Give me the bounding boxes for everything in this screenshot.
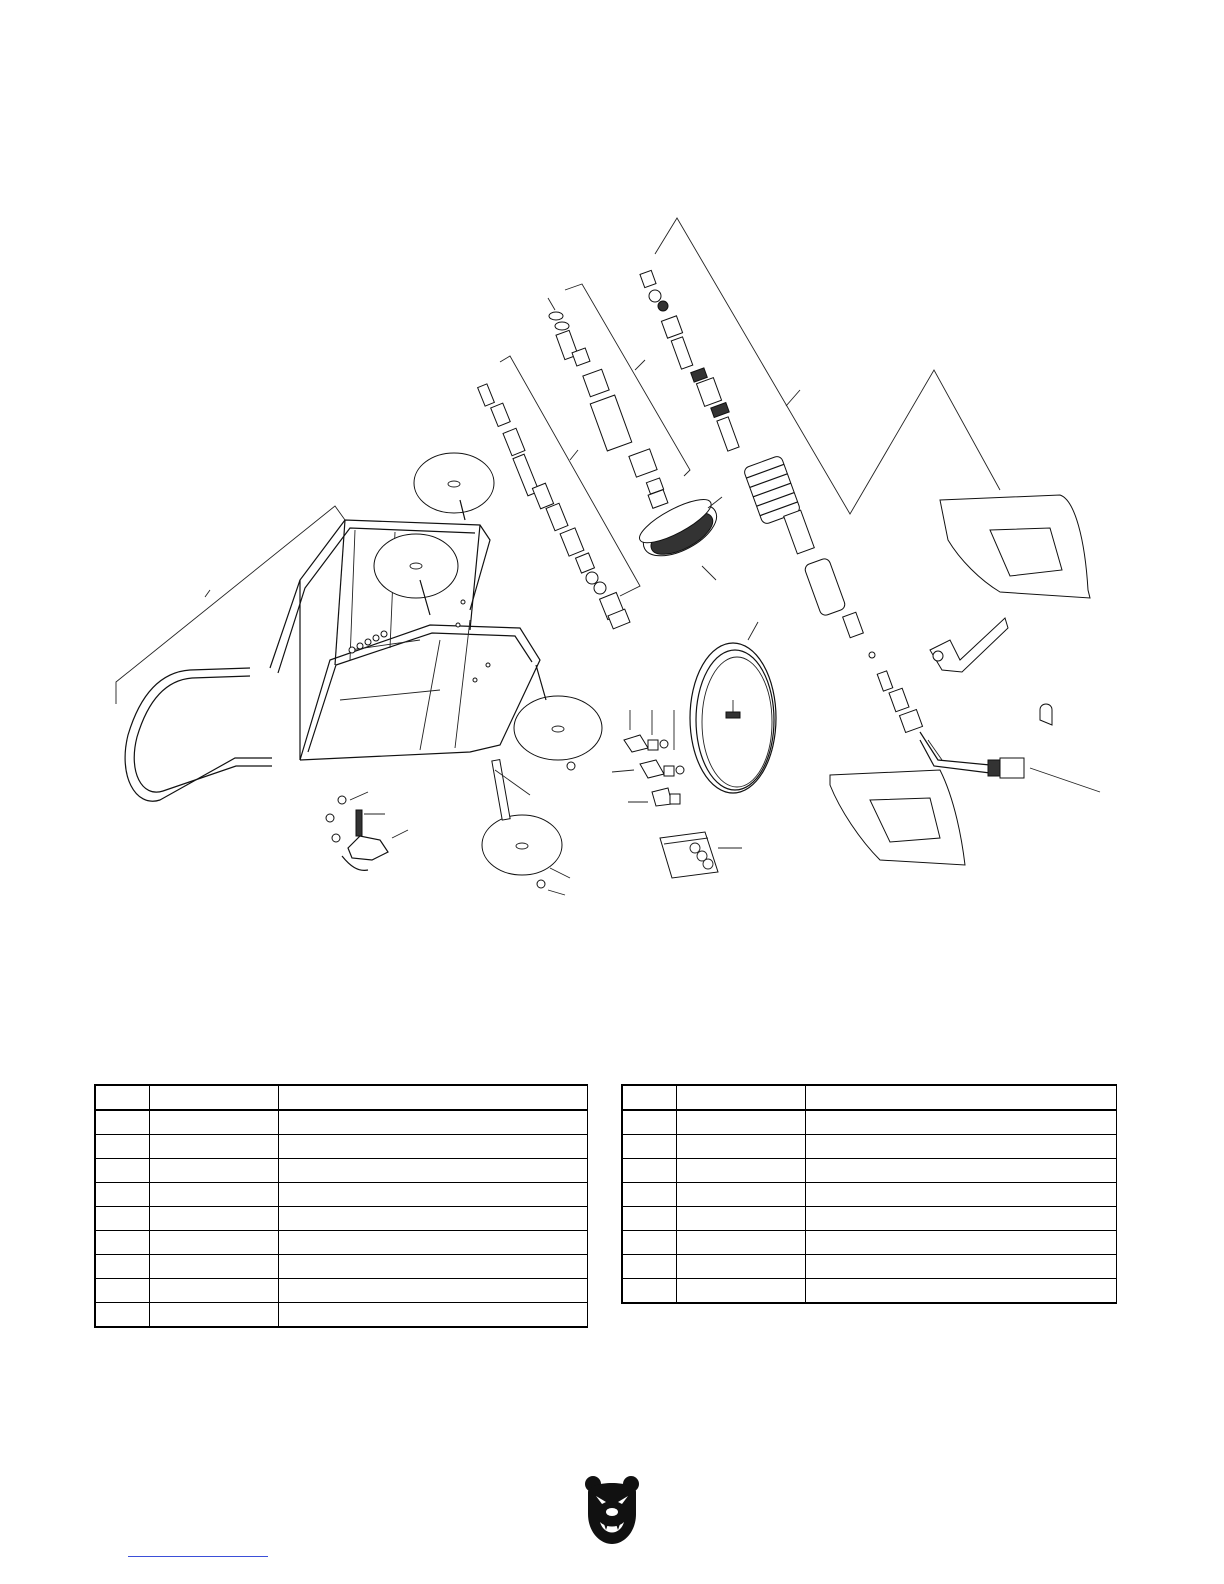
table-row	[95, 1303, 588, 1328]
table-cell	[279, 1085, 588, 1110]
table-cell	[150, 1159, 279, 1183]
table-row	[622, 1279, 1117, 1304]
table-cell	[677, 1183, 806, 1207]
table-cell	[622, 1183, 677, 1207]
table-cell	[806, 1279, 1117, 1304]
table-cell	[279, 1255, 588, 1279]
table-row	[95, 1110, 588, 1135]
table-row	[95, 1085, 588, 1110]
table-row	[95, 1207, 588, 1231]
table-cell	[150, 1231, 279, 1255]
table-cell	[95, 1135, 150, 1159]
table-cell	[806, 1135, 1117, 1159]
table-cell	[279, 1231, 588, 1255]
table-cell	[279, 1183, 588, 1207]
table-cell	[279, 1110, 588, 1135]
fastener-parts	[326, 792, 408, 870]
table-cell	[150, 1110, 279, 1135]
table-cell	[95, 1183, 150, 1207]
table-row	[622, 1135, 1117, 1159]
table-row	[622, 1255, 1117, 1279]
manual-bag	[660, 832, 742, 878]
table-cell	[95, 1110, 150, 1135]
table-cell	[622, 1255, 677, 1279]
table-cell	[622, 1279, 677, 1304]
table-cell	[150, 1135, 279, 1159]
table-cell	[150, 1207, 279, 1231]
table-cell	[279, 1207, 588, 1231]
table-cell	[150, 1183, 279, 1207]
table-row	[95, 1255, 588, 1279]
grizzly-bear-logo-icon	[582, 1474, 642, 1546]
table-cell	[806, 1207, 1117, 1231]
table-row	[95, 1135, 588, 1159]
table-cell	[806, 1255, 1117, 1279]
table-cell	[95, 1255, 150, 1279]
table-cell	[622, 1135, 677, 1159]
small-plug	[1040, 704, 1052, 725]
table-cell	[279, 1303, 588, 1328]
table-cell	[279, 1159, 588, 1183]
table-row	[622, 1207, 1117, 1231]
table-cell	[95, 1303, 150, 1328]
hose-coil	[690, 622, 776, 793]
table-row	[622, 1085, 1117, 1110]
table-cell	[677, 1159, 806, 1183]
table-cell	[95, 1085, 150, 1110]
table-cell	[622, 1231, 677, 1255]
table-cell	[95, 1159, 150, 1183]
frame-assembly	[116, 506, 540, 801]
foot-pad-top	[940, 495, 1090, 598]
table-row	[622, 1231, 1117, 1255]
table-cell	[677, 1110, 806, 1135]
table-cell	[150, 1279, 279, 1303]
table-cell	[806, 1183, 1117, 1207]
nozzle-tips	[612, 710, 684, 806]
parts-table-right	[621, 1084, 1117, 1304]
table-cell	[806, 1110, 1117, 1135]
table-row	[622, 1159, 1117, 1183]
table-cell	[677, 1085, 806, 1110]
table-cell	[150, 1085, 279, 1110]
table-cell	[622, 1110, 677, 1135]
table-cell	[677, 1207, 806, 1231]
table-cell	[806, 1231, 1117, 1255]
table-cell	[622, 1207, 677, 1231]
wheel-parts	[374, 453, 602, 895]
table-row	[95, 1231, 588, 1255]
table-cell	[150, 1303, 279, 1328]
table-cell	[95, 1207, 150, 1231]
table-row	[95, 1159, 588, 1183]
table-row	[95, 1183, 588, 1207]
table-cell	[677, 1255, 806, 1279]
table-cell	[806, 1159, 1117, 1183]
table-cell	[95, 1279, 150, 1303]
foot-pad-bottom	[830, 770, 965, 865]
table-row	[622, 1183, 1117, 1207]
table-row	[95, 1279, 588, 1303]
table-cell	[622, 1159, 677, 1183]
parts-table-left	[94, 1084, 588, 1328]
table-cell	[279, 1279, 588, 1303]
table-row	[622, 1110, 1117, 1135]
table-cell	[279, 1135, 588, 1159]
table-cell	[806, 1085, 1117, 1110]
table-cell	[622, 1085, 677, 1110]
footer-link-underline[interactable]	[128, 1556, 268, 1558]
trigger-handle	[930, 618, 1008, 672]
table-cell	[677, 1135, 806, 1159]
table-cell	[677, 1279, 806, 1304]
table-cell	[95, 1231, 150, 1255]
table-cell	[677, 1231, 806, 1255]
table-cell	[150, 1255, 279, 1279]
